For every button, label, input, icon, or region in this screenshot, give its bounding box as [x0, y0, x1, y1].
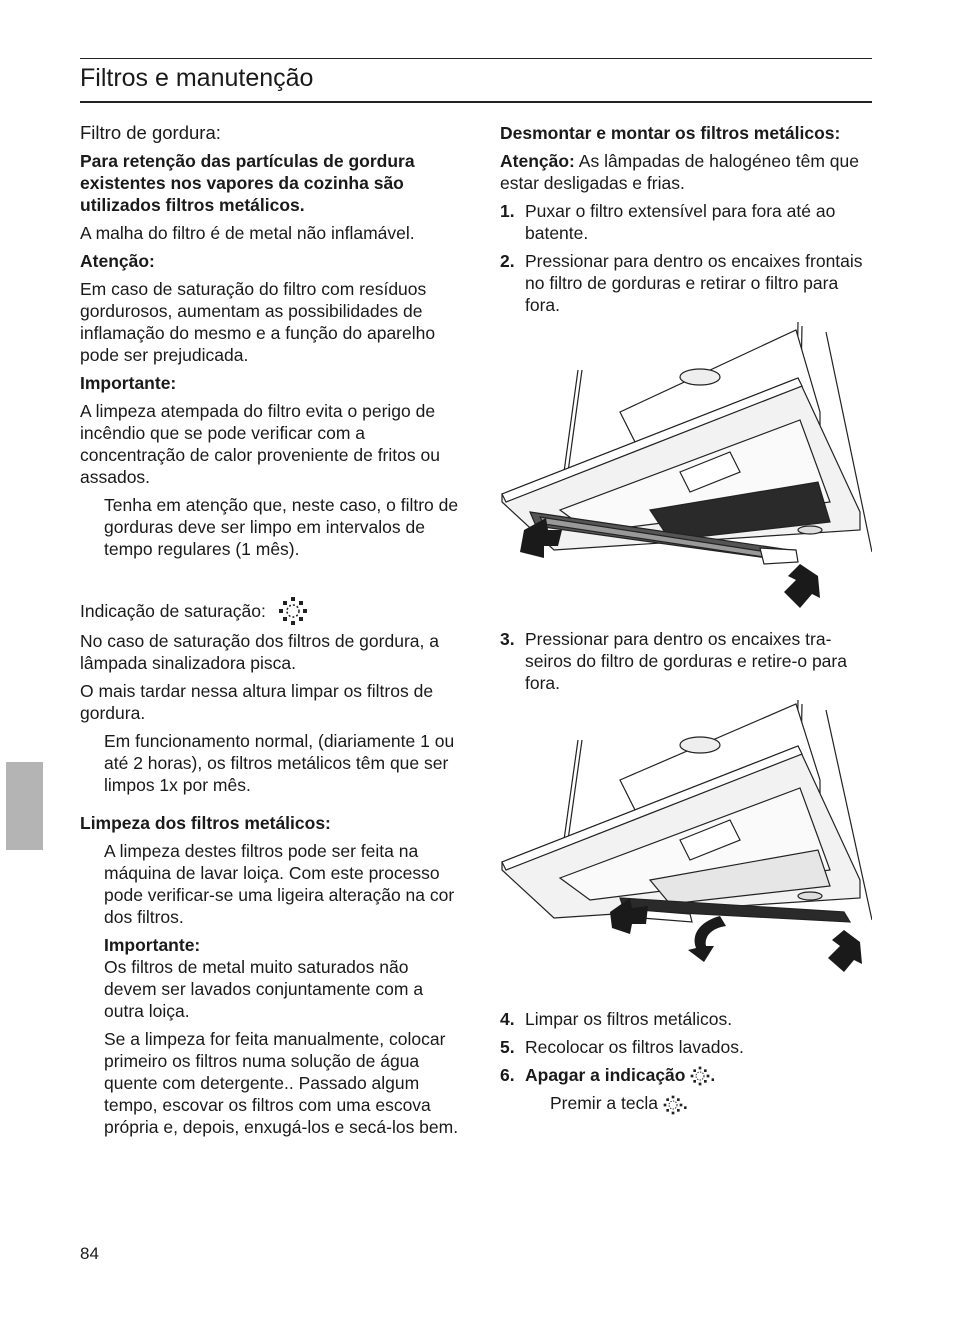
list-item — [500, 200, 872, 244]
step6-sub-end: . — [682, 1093, 688, 1114]
list-item — [500, 1008, 872, 1030]
step-text — [525, 1064, 715, 1086]
attention-label: Atenção: — [80, 251, 155, 271]
step6-text: Apagar a indicação — [525, 1065, 686, 1085]
saturation-heading: Indicação de saturação: — [80, 601, 266, 621]
filter-mesh: A malha do filtro é de metal não inflamável. — [80, 223, 415, 243]
step6-end: . — [710, 1065, 716, 1085]
hood-illustration — [500, 700, 872, 1000]
cleaning-important-block — [80, 934, 460, 1022]
cleaning-important-label: Importante: — [104, 935, 201, 955]
saturation-indicator-icon — [690, 1066, 710, 1086]
left-column — [80, 122, 460, 1144]
list-item — [500, 250, 872, 316]
saturation-text-1: No caso de saturação dos filtros de gordura, a lâmpada sinalizadora pisca. — [80, 631, 439, 673]
hood-figure-rear-clips — [500, 700, 872, 1000]
cleaning-text: A limpeza destes filtros pode ser feita na máquina de lavar loiça. Com este processo pode verificar-se uma ligeira alteração na cor dos filtros. — [104, 841, 455, 927]
step-number: 6. — [500, 1065, 515, 1085]
steps-list-c — [500, 1008, 872, 1086]
step-text: Recolocar os filtros lavados. — [525, 1037, 744, 1057]
step-text: Puxar o filtro extensível para fora até ao batente. — [525, 201, 836, 243]
saturation-text-2: O mais tardar nessa altura limpar os filtros de gordura. — [80, 681, 434, 723]
page-title: Filtros e manutenção — [80, 64, 314, 92]
attention-text: Em caso de saturação do filtro com resíduos gordurosos, aumentam as possibilidades de inflamação do mesmo e a função do aparelho pode ser prejudicada. — [80, 279, 436, 365]
important-note: Tenha em atenção que, neste caso, o filtro de gorduras deve ser limpo em intervalos de tempo regulares (1 mês). — [104, 495, 459, 559]
saturation-heading-row — [80, 596, 460, 626]
step6-sub-text: Premir a tecla — [550, 1093, 658, 1114]
saturation-note: Em funcionamento normal, (diariamente 1 ou até 2 horas), os filtros metálicos têm que ser limpos 1x por mês. — [104, 731, 455, 795]
step-number: 5. — [500, 1037, 515, 1057]
step-number: 4. — [500, 1009, 515, 1029]
step-number: 3. — [500, 629, 515, 649]
page-number: 84 — [80, 1244, 99, 1263]
right-attention-text: As lâmpadas de halogéneo têm que estar desligadas e frias. — [500, 151, 859, 193]
hood-figure-front-clips — [500, 322, 872, 622]
saturation-indicator-icon — [278, 596, 308, 626]
cleaning-manual: Se a limpeza for feita manualmente, colocar primeiro os filtros numa solução de água quente com detergente.. Passado algum tempo, escovar os filtros com uma escova própria e, depois, enxugá-los e secá-los bem. — [104, 1029, 459, 1137]
steps-list-a — [500, 200, 872, 316]
list-item — [500, 1064, 872, 1086]
disassembly-heading: Desmontar e montar os filtros metálicos: — [500, 123, 841, 143]
chapter-tab — [6, 762, 43, 850]
filter-heading: Filtro de gordura: — [80, 122, 221, 143]
filter-lead: Para retenção das partículas de gordura existentes nos vapores da cozinha são utilizados filtros metálicos. — [80, 151, 415, 215]
step-number: 2. — [500, 251, 515, 271]
important-label: Importante: — [80, 373, 177, 393]
list-item — [500, 628, 872, 694]
steps-list-b — [500, 628, 872, 694]
cleaning-heading: Limpeza dos filtros metálicos: — [80, 813, 331, 833]
step-text: Pressionar para dentro os encaixes tra-seiros do filtro de gorduras e retire-o para fora. — [525, 629, 847, 693]
step-text: Pressionar para dentro os encaixes frontais no filtro de gorduras e retirar o filtro para fora. — [525, 251, 863, 315]
header-bottom-rule — [80, 101, 872, 103]
saturation-button-icon — [663, 1095, 683, 1115]
hood-illustration — [500, 322, 872, 622]
important-text: A limpeza atempada do filtro evita o perigo de incêndio que se pode verificar com a concentração de calor proveniente de fritos ou assados. — [80, 401, 440, 487]
right-attention — [500, 150, 872, 194]
right-column — [500, 122, 872, 1121]
step-number: 1. — [500, 201, 515, 221]
step-text: Limpar os filtros metálicos. — [525, 1009, 733, 1029]
cleaning-important-text: Os filtros de metal muito saturados não devem ser lavados conjuntamente com a outra loiça. — [104, 957, 424, 1021]
header-top-rule — [80, 58, 872, 59]
list-item — [500, 1036, 872, 1058]
step6-sub — [500, 1092, 872, 1114]
right-attention-label: Atenção: — [500, 151, 575, 171]
